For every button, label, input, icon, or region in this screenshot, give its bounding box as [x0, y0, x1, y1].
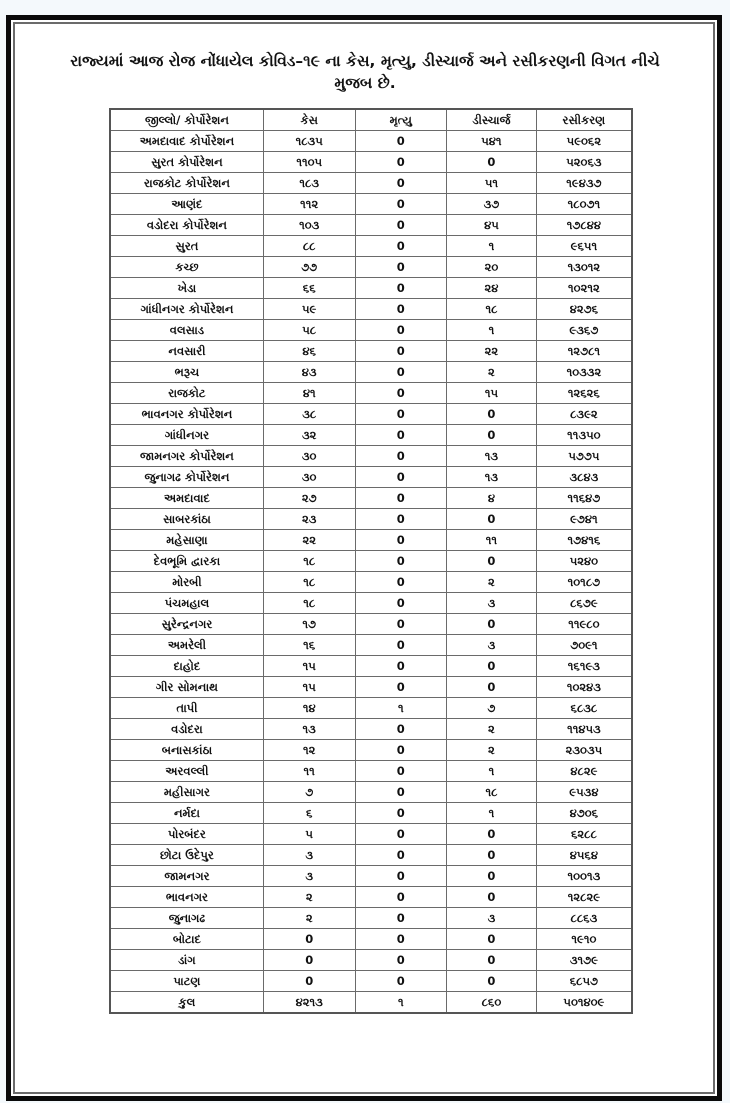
- cell-deaths: 0: [355, 950, 447, 971]
- cell-deaths: 0: [355, 929, 447, 950]
- cell-district: ભાવનગર: [110, 887, 263, 908]
- cell-district: ડાંગ: [110, 950, 263, 971]
- cell-deaths: 0: [355, 887, 447, 908]
- cell-cases: ૨: [263, 908, 355, 929]
- cell-deaths: 0: [355, 131, 447, 152]
- table-row: [110, 971, 632, 992]
- cell-district: જુનાગઢ: [110, 908, 263, 929]
- table-row: [110, 467, 632, 488]
- cell-discharge: 0: [447, 614, 537, 635]
- cell-district: ગાંધીનગર કોર્પોરેશન: [110, 299, 263, 320]
- cell-district: સાબરકાંઠા: [110, 509, 263, 530]
- cell-discharge: ૧: [447, 803, 537, 824]
- cell-district: વડોદરા: [110, 719, 263, 740]
- cell-discharge: 0: [447, 677, 537, 698]
- cell-cases: ૪૧: [263, 383, 355, 404]
- table-row: [110, 929, 632, 950]
- cell-discharge: 0: [447, 866, 537, 887]
- cell-district: આણંદ: [110, 194, 263, 215]
- table-row: [110, 488, 632, 509]
- table-row: [110, 740, 632, 761]
- cell-discharge: ૧: [447, 320, 537, 341]
- cell-vaccination: ૯૭૪૧: [536, 509, 632, 530]
- cell-vaccination: ૪૮૨૯: [536, 761, 632, 782]
- document-inner-border: [13, 22, 715, 1094]
- cell-district: નવસારી: [110, 341, 263, 362]
- cell-vaccination: ૧૦૦૧૩: [536, 866, 632, 887]
- cell-cases: ૧૮: [263, 572, 355, 593]
- cell-deaths: 0: [355, 278, 447, 299]
- cell-cases: ૧૫: [263, 677, 355, 698]
- cell-vaccination: ૧૦૨૧૨: [536, 278, 632, 299]
- cell-district: પોરબંદર: [110, 824, 263, 845]
- cell-discharge: 0: [447, 929, 537, 950]
- cell-discharge: ૭: [447, 698, 537, 719]
- cell-vaccination: ૧૩૦૧૨: [536, 257, 632, 278]
- cell-cases: ૩૮: [263, 404, 355, 425]
- cell-deaths: 0: [355, 383, 447, 404]
- cell-district: દેવભૂમિ દ્વારકા: [110, 551, 263, 572]
- cell-discharge: ૨: [447, 740, 537, 761]
- cell-vaccination: ૩૧૭૯: [536, 950, 632, 971]
- cell-vaccination: ૬૨૮૮: [536, 824, 632, 845]
- table-row: [110, 866, 632, 887]
- cell-discharge: 0: [447, 887, 537, 908]
- table-row: [110, 572, 632, 593]
- cell-cases: ૮૮: [263, 236, 355, 257]
- cell-district: સુરેન્દ્રનગર: [110, 614, 263, 635]
- cell-discharge: 0: [447, 404, 537, 425]
- cell-discharge: 0: [447, 971, 537, 992]
- cell-discharge: ૫૪૧: [447, 131, 537, 152]
- cell-discharge: ૧૩: [447, 446, 537, 467]
- table-body: [110, 131, 632, 1014]
- table-row: [110, 320, 632, 341]
- cell-vaccination: ૭૦૯૧: [536, 635, 632, 656]
- cell-cases: ૭૭: [263, 257, 355, 278]
- cell-vaccination: ૧૭૪૧૬: [536, 530, 632, 551]
- cell-deaths: ૧: [355, 698, 447, 719]
- table-row: [110, 908, 632, 929]
- table-row: [110, 509, 632, 530]
- cell-deaths: 0: [355, 803, 447, 824]
- table-row: [110, 677, 632, 698]
- cell-vaccination: ૪૭૦૬: [536, 803, 632, 824]
- cell-deaths: 0: [355, 740, 447, 761]
- cell-deaths: 0: [355, 656, 447, 677]
- cell-deaths: 0: [355, 299, 447, 320]
- cell-district: ખેડા: [110, 278, 263, 299]
- table-row: [110, 656, 632, 677]
- table-row: [110, 782, 632, 803]
- cell-discharge: ૨: [447, 572, 537, 593]
- cell-discharge: ૩: [447, 593, 537, 614]
- cell-cases: ૩૦: [263, 446, 355, 467]
- cell-district: અમરેલી: [110, 635, 263, 656]
- cell-district: ગાંધીનગર: [110, 425, 263, 446]
- cell-district: અમદાવાદ કોર્પોરેશન: [110, 131, 263, 152]
- cell-cases: ૧૨: [263, 740, 355, 761]
- cell-deaths: 0: [355, 782, 447, 803]
- cell-vaccination: ૧૯૧૦: [536, 929, 632, 950]
- cell-deaths: 0: [355, 614, 447, 635]
- cell-district: વડોદરા કોર્પોરેશન: [110, 215, 263, 236]
- cell-vaccination: ૫૯૦૬૨: [536, 131, 632, 152]
- table-row: [110, 404, 632, 425]
- cell-vaccination: ૧૦૨૪૩: [536, 677, 632, 698]
- cell-deaths: 0: [355, 152, 447, 173]
- cell-district: તાપી: [110, 698, 263, 719]
- table-row: [110, 299, 632, 320]
- cell-discharge: ૨: [447, 362, 537, 383]
- cell-vaccination: ૧૨૮૨૯: [536, 887, 632, 908]
- cell-vaccination: ૯૫૩૪: [536, 782, 632, 803]
- cell-discharge: 0: [447, 425, 537, 446]
- cell-vaccination: ૧૧૪૫૩: [536, 719, 632, 740]
- cell-vaccination: ૧૨૭૮૧: [536, 341, 632, 362]
- cell-deaths: 0: [355, 488, 447, 509]
- cell-discharge: ૪: [447, 488, 537, 509]
- cell-cases: ૬૬: [263, 278, 355, 299]
- cell-discharge: 0: [447, 551, 537, 572]
- cell-vaccination: ૧૨૬૨૬: [536, 383, 632, 404]
- table-row: [110, 236, 632, 257]
- header-discharge: ડીસ્ચાર્જ: [447, 109, 537, 131]
- table-row: [110, 362, 632, 383]
- cell-cases: ૨૭: [263, 488, 355, 509]
- cell-discharge: ૧૮: [447, 299, 537, 320]
- table-row: [110, 950, 632, 971]
- cell-discharge: 0: [447, 656, 537, 677]
- cell-deaths: 0: [355, 257, 447, 278]
- cell-cases: 0: [263, 950, 355, 971]
- cell-cases: ૫૯: [263, 299, 355, 320]
- table-row: [110, 152, 632, 173]
- cell-cases: ૩: [263, 866, 355, 887]
- cell-district: મહીસાગર: [110, 782, 263, 803]
- cell-vaccination: ૫૨૪૦: [536, 551, 632, 572]
- cell-cases: ૪૨૧૩: [263, 992, 355, 1014]
- cell-district: જુનાગઢ કોર્પોરેશન: [110, 467, 263, 488]
- cell-vaccination: ૧૦૩૩૨: [536, 362, 632, 383]
- document-title: રાજ્યમાં આજ રોજ નોંધાયેલ કોવિડ–૧૯ ના કેસ, મૃત્યુ, ડીસ્ચાર્જ અને રસીકરણની વિગત નીચે મુજબ છે.: [70, 52, 660, 92]
- cell-vaccination: ૯૩૬૭: [536, 320, 632, 341]
- cell-discharge: ૧: [447, 236, 537, 257]
- table-header-row: [110, 109, 632, 131]
- table-row: [110, 887, 632, 908]
- header-vaccination: રસીકરણ: [536, 109, 632, 131]
- cell-deaths: ૧: [355, 992, 447, 1014]
- cell-deaths: 0: [355, 572, 447, 593]
- cell-vaccination: ૧૧૯૮૦: [536, 614, 632, 635]
- cell-district: પાટણ: [110, 971, 263, 992]
- cell-vaccination: ૮૬૭૯: [536, 593, 632, 614]
- cell-district: છોટા ઉદેપુર: [110, 845, 263, 866]
- cell-discharge: ૧: [447, 761, 537, 782]
- cell-district: અમદાવાદ: [110, 488, 263, 509]
- cell-cases: ૫૮: [263, 320, 355, 341]
- cell-cases: ૧૧: [263, 761, 355, 782]
- cell-discharge: 0: [447, 509, 537, 530]
- cell-vaccination: ૮૩૯૨: [536, 404, 632, 425]
- table-row: [110, 593, 632, 614]
- cell-vaccination: ૬૮૩૮: [536, 698, 632, 719]
- cell-cases: ૧૦૩: [263, 215, 355, 236]
- table-row: [110, 824, 632, 845]
- cell-district: રાજકોટ: [110, 383, 263, 404]
- cell-cases: ૨૨: [263, 530, 355, 551]
- cell-cases: ૧૧૦૫: [263, 152, 355, 173]
- cell-deaths: 0: [355, 173, 447, 194]
- cell-cases: ૧૭: [263, 614, 355, 635]
- cell-deaths: 0: [355, 530, 447, 551]
- cell-discharge: 0: [447, 824, 537, 845]
- cell-discharge: ૨૪: [447, 278, 537, 299]
- cell-cases: ૧૮૩: [263, 173, 355, 194]
- table-row: [110, 551, 632, 572]
- cell-deaths: 0: [355, 467, 447, 488]
- cell-discharge: ૫૧: [447, 173, 537, 194]
- table-row: [110, 845, 632, 866]
- cell-cases: ૧૮૩૫: [263, 131, 355, 152]
- cell-cases: ૨: [263, 887, 355, 908]
- cell-district: સુરત: [110, 236, 263, 257]
- cell-vaccination: ૧૮૦૭૧: [536, 194, 632, 215]
- cell-vaccination: ૫૭૭૫: [536, 446, 632, 467]
- cell-district: વલસાડ: [110, 320, 263, 341]
- cell-district: બનાસકાંઠા: [110, 740, 263, 761]
- cell-deaths: 0: [355, 509, 447, 530]
- cell-deaths: 0: [355, 971, 447, 992]
- cell-discharge: ૪૫: [447, 215, 537, 236]
- cell-discharge: ૩૭: [447, 194, 537, 215]
- cell-cases: 0: [263, 971, 355, 992]
- cell-discharge: 0: [447, 152, 537, 173]
- cell-cases: ૧૮: [263, 551, 355, 572]
- cell-discharge: ૨૨: [447, 341, 537, 362]
- table-total-row: [110, 992, 632, 1014]
- cell-cases: ૧૪: [263, 698, 355, 719]
- cell-discharge: ૧૩: [447, 467, 537, 488]
- cell-cases: ૧૫: [263, 656, 355, 677]
- table-row: [110, 446, 632, 467]
- cell-vaccination: ૧૬૧૯૩: [536, 656, 632, 677]
- cell-district: ભાવનગર કોર્પોરેશન: [110, 404, 263, 425]
- table-row: [110, 698, 632, 719]
- cell-district: નર્મદા: [110, 803, 263, 824]
- cell-cases: ૬: [263, 803, 355, 824]
- cell-discharge: ૩: [447, 635, 537, 656]
- cell-deaths: 0: [355, 404, 447, 425]
- cell-district: જામનગર: [110, 866, 263, 887]
- cell-discharge: ૧૧: [447, 530, 537, 551]
- cell-cases: 0: [263, 929, 355, 950]
- cell-discharge: ૨: [447, 719, 537, 740]
- cell-vaccination: ૫૦૧૪૦૯: [536, 992, 632, 1014]
- cell-cases: ૭: [263, 782, 355, 803]
- cell-cases: ૩: [263, 845, 355, 866]
- cell-deaths: 0: [355, 761, 447, 782]
- cell-deaths: 0: [355, 194, 447, 215]
- document-frame: [6, 15, 722, 1101]
- cell-discharge: ૮૬૦: [447, 992, 537, 1014]
- cell-cases: ૧૮: [263, 593, 355, 614]
- cell-deaths: 0: [355, 320, 447, 341]
- table-row: [110, 425, 632, 446]
- cell-district: મોરબી: [110, 572, 263, 593]
- cell-discharge: 0: [447, 845, 537, 866]
- cell-district: મહેસાણા: [110, 530, 263, 551]
- cell-deaths: 0: [355, 236, 447, 257]
- table-row: [110, 194, 632, 215]
- cell-cases: ૨૩: [263, 509, 355, 530]
- cell-district: કુલ: [110, 992, 263, 1014]
- cell-district: ગીર સોમનાથ: [110, 677, 263, 698]
- covid-stats-table: [109, 108, 633, 1014]
- table-row: [110, 215, 632, 236]
- cell-cases: ૧૬: [263, 635, 355, 656]
- cell-deaths: 0: [355, 635, 447, 656]
- table-row: [110, 803, 632, 824]
- cell-vaccination: ૧૧૩૫૦: [536, 425, 632, 446]
- table-row: [110, 383, 632, 404]
- cell-deaths: 0: [355, 446, 447, 467]
- cell-deaths: 0: [355, 845, 447, 866]
- cell-cases: ૫: [263, 824, 355, 845]
- header-deaths: મૃત્યુ: [355, 109, 447, 131]
- cell-cases: ૧૧૨: [263, 194, 355, 215]
- cell-vaccination: ૮૮૬૩: [536, 908, 632, 929]
- table-row: [110, 635, 632, 656]
- cell-cases: ૧૩: [263, 719, 355, 740]
- cell-deaths: 0: [355, 677, 447, 698]
- table-row: [110, 278, 632, 299]
- cell-deaths: 0: [355, 362, 447, 383]
- cell-deaths: 0: [355, 425, 447, 446]
- cell-district: જામનગર કોર્પોરેશન: [110, 446, 263, 467]
- cell-district: કચ્છ: [110, 257, 263, 278]
- table-row: [110, 257, 632, 278]
- cell-district: બોટાદ: [110, 929, 263, 950]
- cell-vaccination: ૨૩૦૩૫: [536, 740, 632, 761]
- header-district: જીલ્લો/ કોર્પોરેશન: [110, 109, 263, 131]
- cell-vaccination: ૧૦૧૮૭: [536, 572, 632, 593]
- cell-district: રાજકોટ કોર્પોરેશન: [110, 173, 263, 194]
- cell-cases: ૩૦: [263, 467, 355, 488]
- cell-cases: ૪૬: [263, 341, 355, 362]
- cell-district: અરવલ્લી: [110, 761, 263, 782]
- cell-vaccination: ૫૨૦૬૩: [536, 152, 632, 173]
- table-row: [110, 341, 632, 362]
- cell-vaccination: ૪૫૬૪: [536, 845, 632, 866]
- cell-deaths: 0: [355, 341, 447, 362]
- cell-vaccination: ૯૬૫૧: [536, 236, 632, 257]
- cell-deaths: 0: [355, 866, 447, 887]
- cell-deaths: 0: [355, 593, 447, 614]
- cell-discharge: 0: [447, 950, 537, 971]
- cell-district: સુરત કોર્પોરેશન: [110, 152, 263, 173]
- table-row: [110, 173, 632, 194]
- cell-vaccination: ૩૮૪૩: [536, 467, 632, 488]
- table-row: [110, 761, 632, 782]
- cell-discharge: ૩: [447, 908, 537, 929]
- cell-deaths: 0: [355, 215, 447, 236]
- cell-deaths: 0: [355, 908, 447, 929]
- cell-district: પંચમહાલ: [110, 593, 263, 614]
- cell-district: ભરૂચ: [110, 362, 263, 383]
- cell-discharge: ૧૮: [447, 782, 537, 803]
- cell-vaccination: ૬૮૫૭: [536, 971, 632, 992]
- cell-district: દાહોદ: [110, 656, 263, 677]
- table-row: [110, 131, 632, 152]
- table-row: [110, 614, 632, 635]
- cell-cases: ૪૩: [263, 362, 355, 383]
- table-row: [110, 530, 632, 551]
- table-row: [110, 719, 632, 740]
- cell-discharge: ૨૦: [447, 257, 537, 278]
- cell-deaths: 0: [355, 551, 447, 572]
- cell-vaccination: ૧૧૬૪૭: [536, 488, 632, 509]
- cell-deaths: 0: [355, 719, 447, 740]
- header-cases: કેસ: [263, 109, 355, 131]
- cell-deaths: 0: [355, 824, 447, 845]
- cell-vaccination: ૧૯૪૩૭: [536, 173, 632, 194]
- cell-vaccination: ૪૨૭૬: [536, 299, 632, 320]
- cell-discharge: ૧૫: [447, 383, 537, 404]
- cell-vaccination: ૧૭૮૪૪: [536, 215, 632, 236]
- cell-cases: ૩૨: [263, 425, 355, 446]
